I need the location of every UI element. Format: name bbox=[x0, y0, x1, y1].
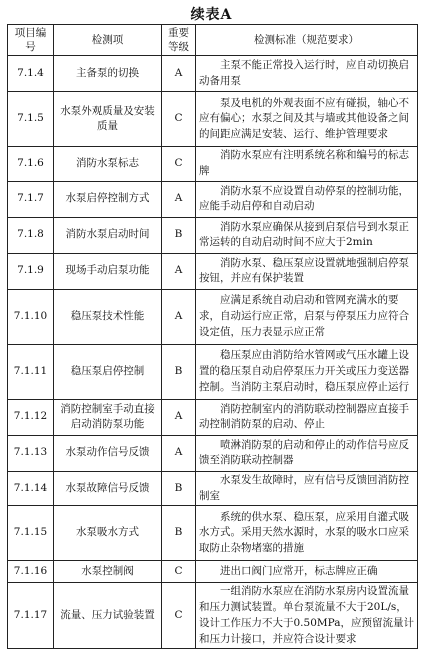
row-inspection-standard: 消防水泵、稳压泵应设置就地强制启停泵按钮，并应有保护装置 bbox=[196, 253, 418, 289]
row-inspection-standard: 消防控制室内的消防联动控制器应直接手动控制消防泵的启动、停止 bbox=[196, 399, 418, 435]
row-importance-level: B bbox=[162, 217, 196, 253]
row-item-number: 7.1.9 bbox=[8, 253, 54, 289]
row-importance-level: C bbox=[162, 583, 196, 649]
table-row bbox=[8, 506, 418, 561]
row-inspection-item: 消防水泵标志 bbox=[54, 147, 162, 182]
row-importance-level: A bbox=[162, 435, 196, 471]
row-importance-level: A bbox=[162, 253, 196, 289]
row-inspection-standard: 稳压泵应由消防给水管网或气压水罐上设置的稳压泵自动启停泵压力开关或压力变送器控制。当消防主泵启动时，稳压泵应停止运行 bbox=[196, 344, 418, 399]
row-inspection-item: 水泵启停控制方式 bbox=[54, 181, 162, 217]
row-inspection-item: 稳压泵技术性能 bbox=[54, 289, 162, 344]
row-inspection-item: 消防控制室手动直接启动消防泵功能 bbox=[54, 399, 162, 435]
row-item-number: 7.1.14 bbox=[8, 471, 54, 506]
header-row bbox=[8, 25, 418, 56]
row-inspection-standard: 泵及电机的外观表面不应有碰损，轴心不应有偏心；水泵之间及其与墙或其他设备之间的间距应满足安装、运行、维护管理要求 bbox=[196, 92, 418, 147]
row-inspection-item: 消防水泵启动时间 bbox=[54, 217, 162, 253]
table-row bbox=[8, 147, 418, 182]
row-inspection-standard: 水泵发生故障时，应有信号反馈回消防控制室 bbox=[196, 471, 418, 506]
row-item-number: 7.1.16 bbox=[8, 561, 54, 583]
inspection-table bbox=[7, 24, 418, 649]
row-importance-level: A bbox=[162, 399, 196, 435]
row-inspection-standard: 消防水泵应有注明系统名称和编号的标志牌 bbox=[196, 147, 418, 182]
row-importance-level: B bbox=[162, 506, 196, 561]
row-inspection-standard: 消防水泵应确保从接到启泵信号到水泵正常运转的自动启动时间不应大于2min bbox=[196, 217, 418, 253]
table-row bbox=[8, 561, 418, 583]
row-inspection-standard: 系统的供水泵、稳压泵，应采用自灌式吸水方式。采用天然水源时，水泵的吸水口应采取防止杂物堵塞的措施 bbox=[196, 506, 418, 561]
row-item-number: 7.1.5 bbox=[8, 92, 54, 147]
table-row bbox=[8, 181, 418, 217]
row-inspection-standard: 一组消防水泵应在消防水泵房内设置流量和压力测试装置。单台泵流量不大于20L/s，设计工作压力不大于0.50MPa，应预留流量计和压力计接口，并应符合设计要求 bbox=[196, 583, 418, 649]
row-importance-level: B bbox=[162, 471, 196, 506]
row-importance-level: A bbox=[162, 289, 196, 344]
row-item-number: 7.1.17 bbox=[8, 583, 54, 649]
table-body bbox=[8, 56, 418, 649]
row-inspection-standard: 喷淋消防泵的启动和停止的动作信号应反馈至消防联动控制器 bbox=[196, 435, 418, 471]
table-row bbox=[8, 344, 418, 399]
row-importance-level: C bbox=[162, 92, 196, 147]
table-title: 续表A bbox=[190, 7, 233, 23]
table-row bbox=[8, 289, 418, 344]
row-item-number: 7.1.6 bbox=[8, 147, 54, 182]
row-inspection-item: 现场手动启泵功能 bbox=[54, 253, 162, 289]
table-row bbox=[8, 253, 418, 289]
row-inspection-item: 水泵吸水方式 bbox=[54, 506, 162, 561]
row-inspection-standard: 进出口阀门应常开，标志牌应正确 bbox=[196, 561, 418, 583]
table-row bbox=[8, 217, 418, 253]
row-inspection-item: 流量、压力试验装置 bbox=[54, 583, 162, 649]
row-inspection-item: 主备泵的切换 bbox=[54, 56, 162, 92]
row-inspection-standard: 主泵不能正常投入运行时，应自动切换启动备用泵 bbox=[196, 56, 418, 92]
table-row bbox=[8, 583, 418, 649]
row-importance-level: A bbox=[162, 56, 196, 92]
row-item-number: 7.1.10 bbox=[8, 289, 54, 344]
header-item-number: 项目编号 bbox=[8, 25, 54, 56]
table-row bbox=[8, 399, 418, 435]
row-item-number: 7.1.4 bbox=[8, 56, 54, 92]
row-item-number: 7.1.8 bbox=[8, 217, 54, 253]
row-inspection-standard: 消防水泵不应设置自动停泵的控制功能，应能手动启停和自动启动 bbox=[196, 181, 418, 217]
row-item-number: 7.1.7 bbox=[8, 181, 54, 217]
header-inspection-item: 检测项 bbox=[54, 25, 162, 56]
table-row bbox=[8, 92, 418, 147]
row-item-number: 7.1.15 bbox=[8, 506, 54, 561]
table-row bbox=[8, 435, 418, 471]
row-importance-level: C bbox=[162, 147, 196, 182]
row-inspection-item: 水泵故障信号反馈 bbox=[54, 471, 162, 506]
row-inspection-item: 稳压泵启停控制 bbox=[54, 344, 162, 399]
row-inspection-item: 水泵控制阀 bbox=[54, 561, 162, 583]
table-row bbox=[8, 56, 418, 92]
row-item-number: 7.1.11 bbox=[8, 344, 54, 399]
row-inspection-item: 水泵动作信号反馈 bbox=[54, 435, 162, 471]
row-inspection-standard: 应满足系统自动启动和管网充满水的要求，自动运行应正常，启泵与停泵压力应符合设定值，压力表显示应正常 bbox=[196, 289, 418, 344]
header-importance-level: 重要等级 bbox=[162, 25, 196, 56]
row-importance-level: A bbox=[162, 181, 196, 217]
table-row bbox=[8, 471, 418, 506]
row-importance-level: B bbox=[162, 344, 196, 399]
row-inspection-item: 水泵外观质量及安装质量 bbox=[54, 92, 162, 147]
row-item-number: 7.1.12 bbox=[8, 399, 54, 435]
header-inspection-standard: 检测标准（规范要求） bbox=[196, 25, 418, 56]
row-item-number: 7.1.13 bbox=[8, 435, 54, 471]
row-importance-level: C bbox=[162, 561, 196, 583]
